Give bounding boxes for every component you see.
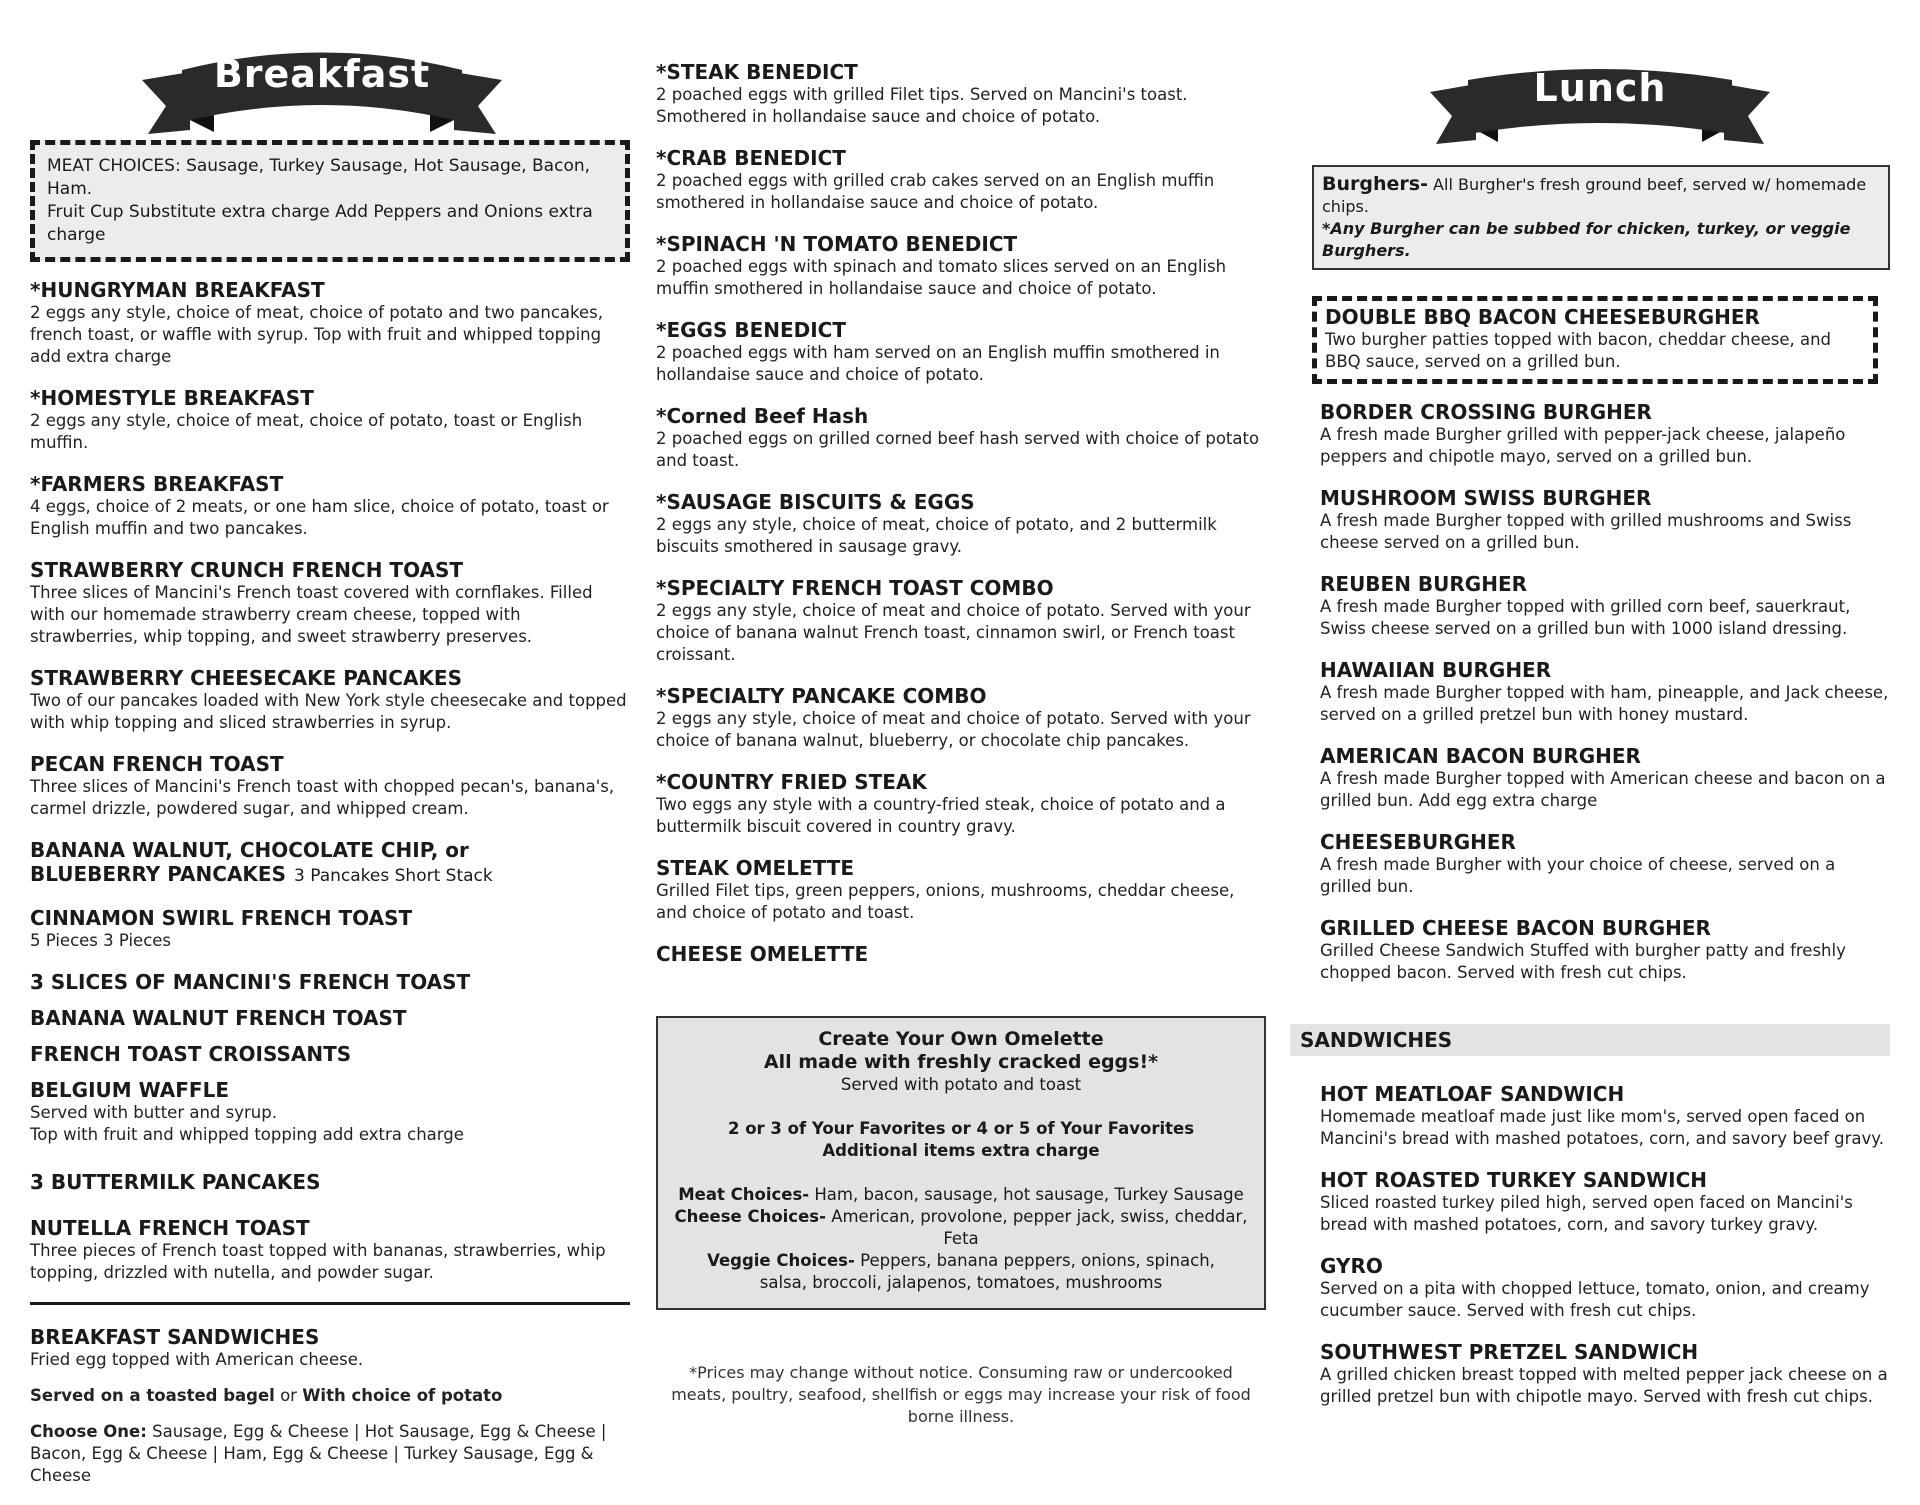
- benedict-list: [656, 60, 1266, 1428]
- menu-item: [30, 838, 630, 888]
- menu-item: [30, 1042, 630, 1066]
- omelette-served: Served with potato and toast: [840, 1075, 1082, 1094]
- item-title: *HOMESTYLE BREAKFAST: [30, 386, 314, 410]
- menu-item: [1320, 1254, 1890, 1322]
- menu-item: [30, 1216, 630, 1284]
- menu-item: [30, 472, 630, 540]
- item-title: BREAKFAST SANDWICHES: [30, 1325, 320, 1349]
- item-title: AMERICAN BACON BURGHER: [1320, 744, 1641, 768]
- item-desc: 2 eggs any style, choice of meat, choice of potato and two pancakes, french toast, or waffle with syrup. Top with fruit and whipped topping add extra charge: [30, 303, 603, 366]
- item-desc: 2 poached eggs on grilled corned beef hash served with choice of potato and toast.: [656, 429, 1260, 470]
- item-title: *EGGS BENEDICT: [656, 318, 846, 342]
- item-desc: 2 eggs any style, choice of meat, choice of potato, and 2 buttermilk biscuits smothered in sausage gravy.: [656, 515, 1217, 556]
- item-desc: 2 poached eggs with grilled Filet tips. Served on Mancini's toast. Smothered in hollandaise sauce and choice of potato.: [656, 85, 1188, 126]
- burgher-list: [1312, 400, 1890, 984]
- item-title: CHEESEBURGHER: [1320, 830, 1516, 854]
- lunch-banner-title: Lunch: [1533, 66, 1667, 110]
- veggie-label: Veggie Choices-: [707, 1251, 855, 1270]
- item-title: *SAUSAGE BISCUITS & EGGS: [656, 490, 975, 514]
- item-desc: Sliced roasted turkey piled high, served open faced on Mancini's bread with mashed potatoes, corn, and savory turkey gravy.: [1320, 1193, 1853, 1234]
- item-desc: Two of our pancakes loaded with New York style cheesecake and topped with whip topping and sliced strawberries in syrup.: [30, 691, 627, 732]
- item-title: CINNAMON SWIRL FRENCH TOAST: [30, 906, 413, 930]
- cheese-label: Cheese Choices-: [674, 1207, 826, 1226]
- item-desc: 2 poached eggs with grilled crab cakes served on an English muffin smothered in hollandaise sauce and choice of potato.: [656, 171, 1215, 212]
- menu-item: [30, 1170, 630, 1194]
- item-desc: A fresh made Burgher topped with grilled mushrooms and Swiss cheese served on a grilled bun.: [1320, 511, 1852, 552]
- fruit-cup-line: Fruit Cup Substitute extra charge Add Peppers and Onions extra charge: [47, 202, 593, 245]
- item-desc: Served with butter and syrup. Top with fruit and whipped topping add extra charge: [30, 1103, 464, 1144]
- item-title-text: BANANA WALNUT, CHOCOLATE CHIP, or BLUEBERRY PANCAKES: [30, 838, 469, 886]
- breakfast-sandwiches: [30, 1325, 630, 1487]
- omelette-subtitle: All made with freshly cracked eggs!*: [763, 1051, 1159, 1073]
- item-title: *FARMERS BREAKFAST: [30, 472, 284, 496]
- menu-item: [1320, 572, 1890, 640]
- omelette-favorites: 2 or 3 of Your Favorites or 4 or 5 of Your Favorites: [727, 1119, 1195, 1138]
- item-desc: A fresh made Burgher grilled with pepper-jack cheese, jalapeño peppers and chipotle mayo, served on a grilled bun.: [1320, 425, 1846, 466]
- item-desc: Three slices of Mancini's French toast covered with cornflakes. Filled with our homemade strawberry cream cheese, topped with strawberries, whip topping, and sweet strawberry preserves.: [30, 583, 593, 646]
- menu-item: [30, 278, 630, 368]
- item-sizes: 3 Pancakes Short Stack: [294, 866, 493, 886]
- item-title: *SPECIALTY FRENCH TOAST COMBO: [656, 576, 1054, 600]
- item-title: BANANA WALNUT FRENCH TOAST: [30, 1006, 407, 1030]
- burghers-head: Burghers-: [1322, 173, 1428, 195]
- item-desc: A fresh made Burgher topped with grilled corn beef, sauerkraut, Swiss cheese served on a grilled bun with 1000 island dressing.: [1320, 597, 1851, 638]
- menu-item: [656, 232, 1266, 300]
- burghers-info-box: [1312, 165, 1890, 270]
- item-desc: Grilled Filet tips, green peppers, onions, mushrooms, cheddar cheese, and choice of potato and toast.: [656, 881, 1235, 922]
- item-desc: A fresh made Burgher topped with American cheese and bacon on a grilled bun. Add egg extra charge: [1320, 769, 1886, 810]
- omelette-title: Create Your Own Omelette: [818, 1028, 1104, 1050]
- item-desc: Homemade meatloaf made just like mom's, served open faced on Mancini's bread with mashed potatoes, corn, and savory beef gravy.: [1320, 1107, 1884, 1148]
- item-desc: A fresh made Burgher with your choice of cheese, served on a grilled bun.: [1320, 855, 1836, 896]
- breakfast-banner-title: Breakfast: [213, 52, 431, 96]
- cheese-choices: [672, 1206, 1250, 1250]
- menu-item: [30, 386, 630, 454]
- item-title: *HUNGRYMAN BREAKFAST: [30, 278, 325, 302]
- menu-item: [1320, 744, 1890, 812]
- menu-item: [656, 404, 1266, 472]
- menu-item: [1320, 830, 1890, 898]
- item-desc: 2 eggs any style, choice of meat and choice of potato. Served with your choice of banana walnut, blueberry, or chocolate chip pancakes.: [656, 709, 1251, 750]
- breakfast-list: [30, 278, 630, 1487]
- item-title: MUSHROOM SWISS BURGHER: [1320, 486, 1652, 510]
- menu-item: [1320, 916, 1890, 984]
- item-title: FRENCH TOAST CROISSANTS: [30, 1042, 352, 1066]
- item-title: *STEAK BENEDICT: [656, 60, 858, 84]
- choose-label: Choose One:: [30, 1422, 147, 1441]
- item-title: REUBEN BURGHER: [1320, 572, 1528, 596]
- item-title: *COUNTRY FRIED STEAK: [656, 770, 927, 794]
- burghers-text: All Burgher's fresh ground beef, served w/ homemade chips.: [1322, 175, 1867, 216]
- item-desc: 5 Pieces 3 Pieces: [30, 931, 172, 950]
- sandwiches-section-header: SANDWICHES: [1290, 1024, 1890, 1056]
- meat-choices: [672, 1184, 1250, 1206]
- menu-item: [656, 942, 1266, 966]
- item-title: [30, 838, 590, 888]
- item-title: *SPINACH 'N TOMATO BENEDICT: [656, 232, 1018, 256]
- menu-item: [656, 856, 1266, 924]
- omelette-additional: Additional items extra charge: [822, 1141, 1100, 1160]
- menu-item: [30, 558, 630, 648]
- item-title: 3 BUTTERMILK PANCAKES: [30, 1170, 321, 1194]
- item-title: STEAK OMELETTE: [656, 856, 855, 880]
- menu-item: [656, 146, 1266, 214]
- veggie-text: Peppers, banana peppers, onions, spinach, salsa, broccoli, jalapenos, tomatoes, mushrooms: [759, 1251, 1215, 1292]
- menu-item: [1320, 400, 1890, 468]
- item-desc: 2 eggs any style, choice of meat, choice of potato, toast or English muffin.: [30, 411, 583, 452]
- meat-choices-box: [30, 140, 630, 262]
- item-title: BORDER CROSSING BURGHER: [1320, 400, 1652, 424]
- choose-one: [30, 1421, 630, 1487]
- menu-item: [656, 576, 1266, 666]
- served-potato: With choice of potato: [302, 1386, 503, 1405]
- item-title: DOUBLE BBQ BACON CHEESEBURGHER: [1325, 305, 1760, 329]
- item-title: HAWAIIAN BURGHER: [1320, 658, 1552, 682]
- menu-item: [656, 60, 1266, 128]
- menu-item: [30, 752, 630, 820]
- item-desc: 4 eggs, choice of 2 meats, or one ham slice, choice of potato, toast or English muffin and two pancakes.: [30, 497, 609, 538]
- item-title: PECAN FRENCH TOAST: [30, 752, 284, 776]
- item-title: NUTELLA FRENCH TOAST: [30, 1216, 310, 1240]
- menu-item: [656, 770, 1266, 838]
- item-title: STRAWBERRY CHEESECAKE PANCAKES: [30, 666, 462, 690]
- menu-item: [1320, 486, 1890, 554]
- item-title: CHEESE OMELETTE: [656, 942, 869, 966]
- meat-label: Meat Choices-: [678, 1185, 810, 1204]
- menu-item: [30, 906, 630, 952]
- item-desc: Served on a pita with chopped lettuce, tomato, onion, and creamy cucumber sauce. Served with fresh cut chips.: [1320, 1279, 1870, 1320]
- menu-item: [30, 666, 630, 734]
- item-desc: Fried egg topped with American cheese.: [30, 1350, 364, 1369]
- lunch-banner: [1430, 50, 1770, 150]
- sandwich-list: [1312, 1082, 1890, 1408]
- choose-text: Sausage, Egg & Cheese | Hot Sausage, Egg & Cheese | Bacon, Egg & Cheese | Ham, Egg & Cheese | Turkey Sausage, Egg & Cheese: [30, 1422, 607, 1485]
- menu-item: [1320, 1340, 1890, 1408]
- menu-item: [656, 490, 1266, 558]
- item-title: *SPECIALTY PANCAKE COMBO: [656, 684, 987, 708]
- item-title: HOT MEATLOAF SANDWICH: [1320, 1082, 1625, 1106]
- item-title: *CRAB BENEDICT: [656, 146, 846, 170]
- served-options: [30, 1385, 630, 1407]
- item-title: STRAWBERRY CRUNCH FRENCH TOAST: [30, 558, 464, 582]
- menu-item: [656, 684, 1266, 752]
- item-title: GYRO: [1320, 1254, 1383, 1278]
- menu-item: [30, 1078, 630, 1146]
- menu-item: [1320, 658, 1890, 726]
- item-desc: Three slices of Mancini's French toast with chopped pecan's, banana's, carmel drizzle, powdered sugar, and whipped cream.: [30, 777, 615, 818]
- menu-item: [1320, 1082, 1890, 1150]
- meat-choices-line: MEAT CHOICES: Sausage, Turkey Sausage, Hot Sausage, Bacon, Ham.: [47, 156, 591, 199]
- served-bagel: Served on a toasted bagel: [30, 1386, 275, 1405]
- item-title: SOUTHWEST PRETZEL SANDWICH: [1320, 1340, 1699, 1364]
- item-title: GRILLED CHEESE BACON BURGHER: [1320, 916, 1711, 940]
- meat-text: Ham, bacon, sausage, hot sausage, Turkey Sausage: [809, 1185, 1244, 1204]
- item-desc: A grilled chicken breast topped with melted pepper jack cheese on a grilled pretzel bun with chipotle mayo. Served with fresh cut chips.: [1320, 1365, 1888, 1406]
- item-title: BELGIUM WAFFLE: [30, 1078, 229, 1102]
- featured-item: [1312, 296, 1878, 384]
- item-desc: A fresh made Burgher topped with ham, pineapple, and Jack cheese, served on a grilled pretzel bun with honey mustard.: [1320, 683, 1889, 724]
- served-or: or: [274, 1386, 303, 1405]
- item-desc: Grilled Cheese Sandwich Stuffed with burgher patty and freshly chopped bacon. Served with fresh cut chips.: [1320, 941, 1846, 982]
- menu-item: [30, 970, 630, 994]
- item-desc: Two burgher patties topped with bacon, cheddar cheese, and BBQ sauce, served on a grilled bun.: [1325, 330, 1832, 371]
- divider: [30, 1302, 630, 1305]
- item-desc: 2 eggs any style, choice of meat and choice of potato. Served with your choice of banana walnut French toast, cinnamon swirl, or French toast croissant.: [656, 601, 1251, 664]
- item-title: HOT ROASTED TURKEY SANDWICH: [1320, 1168, 1707, 1192]
- item-title: 3 SLICES OF MANCINI'S FRENCH TOAST: [30, 970, 471, 994]
- item-desc: 2 poached eggs with ham served on an English muffin smothered in hollandaise sauce and choice of potato.: [656, 343, 1220, 384]
- item-desc: 2 poached eggs with spinach and tomato slices served on an English muffin smothered in hollandaise sauce and choice of potato.: [656, 257, 1227, 298]
- disclaimer: *Prices may change without notice. Consuming raw or undercooked meats, poultry, seafood, shellfish or eggs may increase your risk of food borne illness.: [671, 1363, 1251, 1426]
- item-desc: Three pieces of French toast topped with bananas, strawberries, whip topping, drizzled with nutella, and powder sugar.: [30, 1241, 606, 1282]
- item-desc: Two eggs any style with a country-fried steak, choice of potato and a buttermilk biscuit covered in country gravy.: [656, 795, 1226, 836]
- menu-item: [30, 1006, 630, 1030]
- burghers-note: *Any Burgher can be subbed for chicken, turkey, or veggie Burghers.: [1322, 219, 1851, 260]
- create-omelette-box: [656, 1016, 1266, 1310]
- menu-item: [1320, 1168, 1890, 1236]
- item-title: *Corned Beef Hash: [656, 404, 869, 428]
- veggie-choices: [672, 1250, 1250, 1294]
- menu-item: [656, 318, 1266, 386]
- breakfast-banner: [142, 40, 502, 140]
- cheese-text: American, provolone, pepper jack, swiss, cheddar, Feta: [825, 1207, 1248, 1248]
